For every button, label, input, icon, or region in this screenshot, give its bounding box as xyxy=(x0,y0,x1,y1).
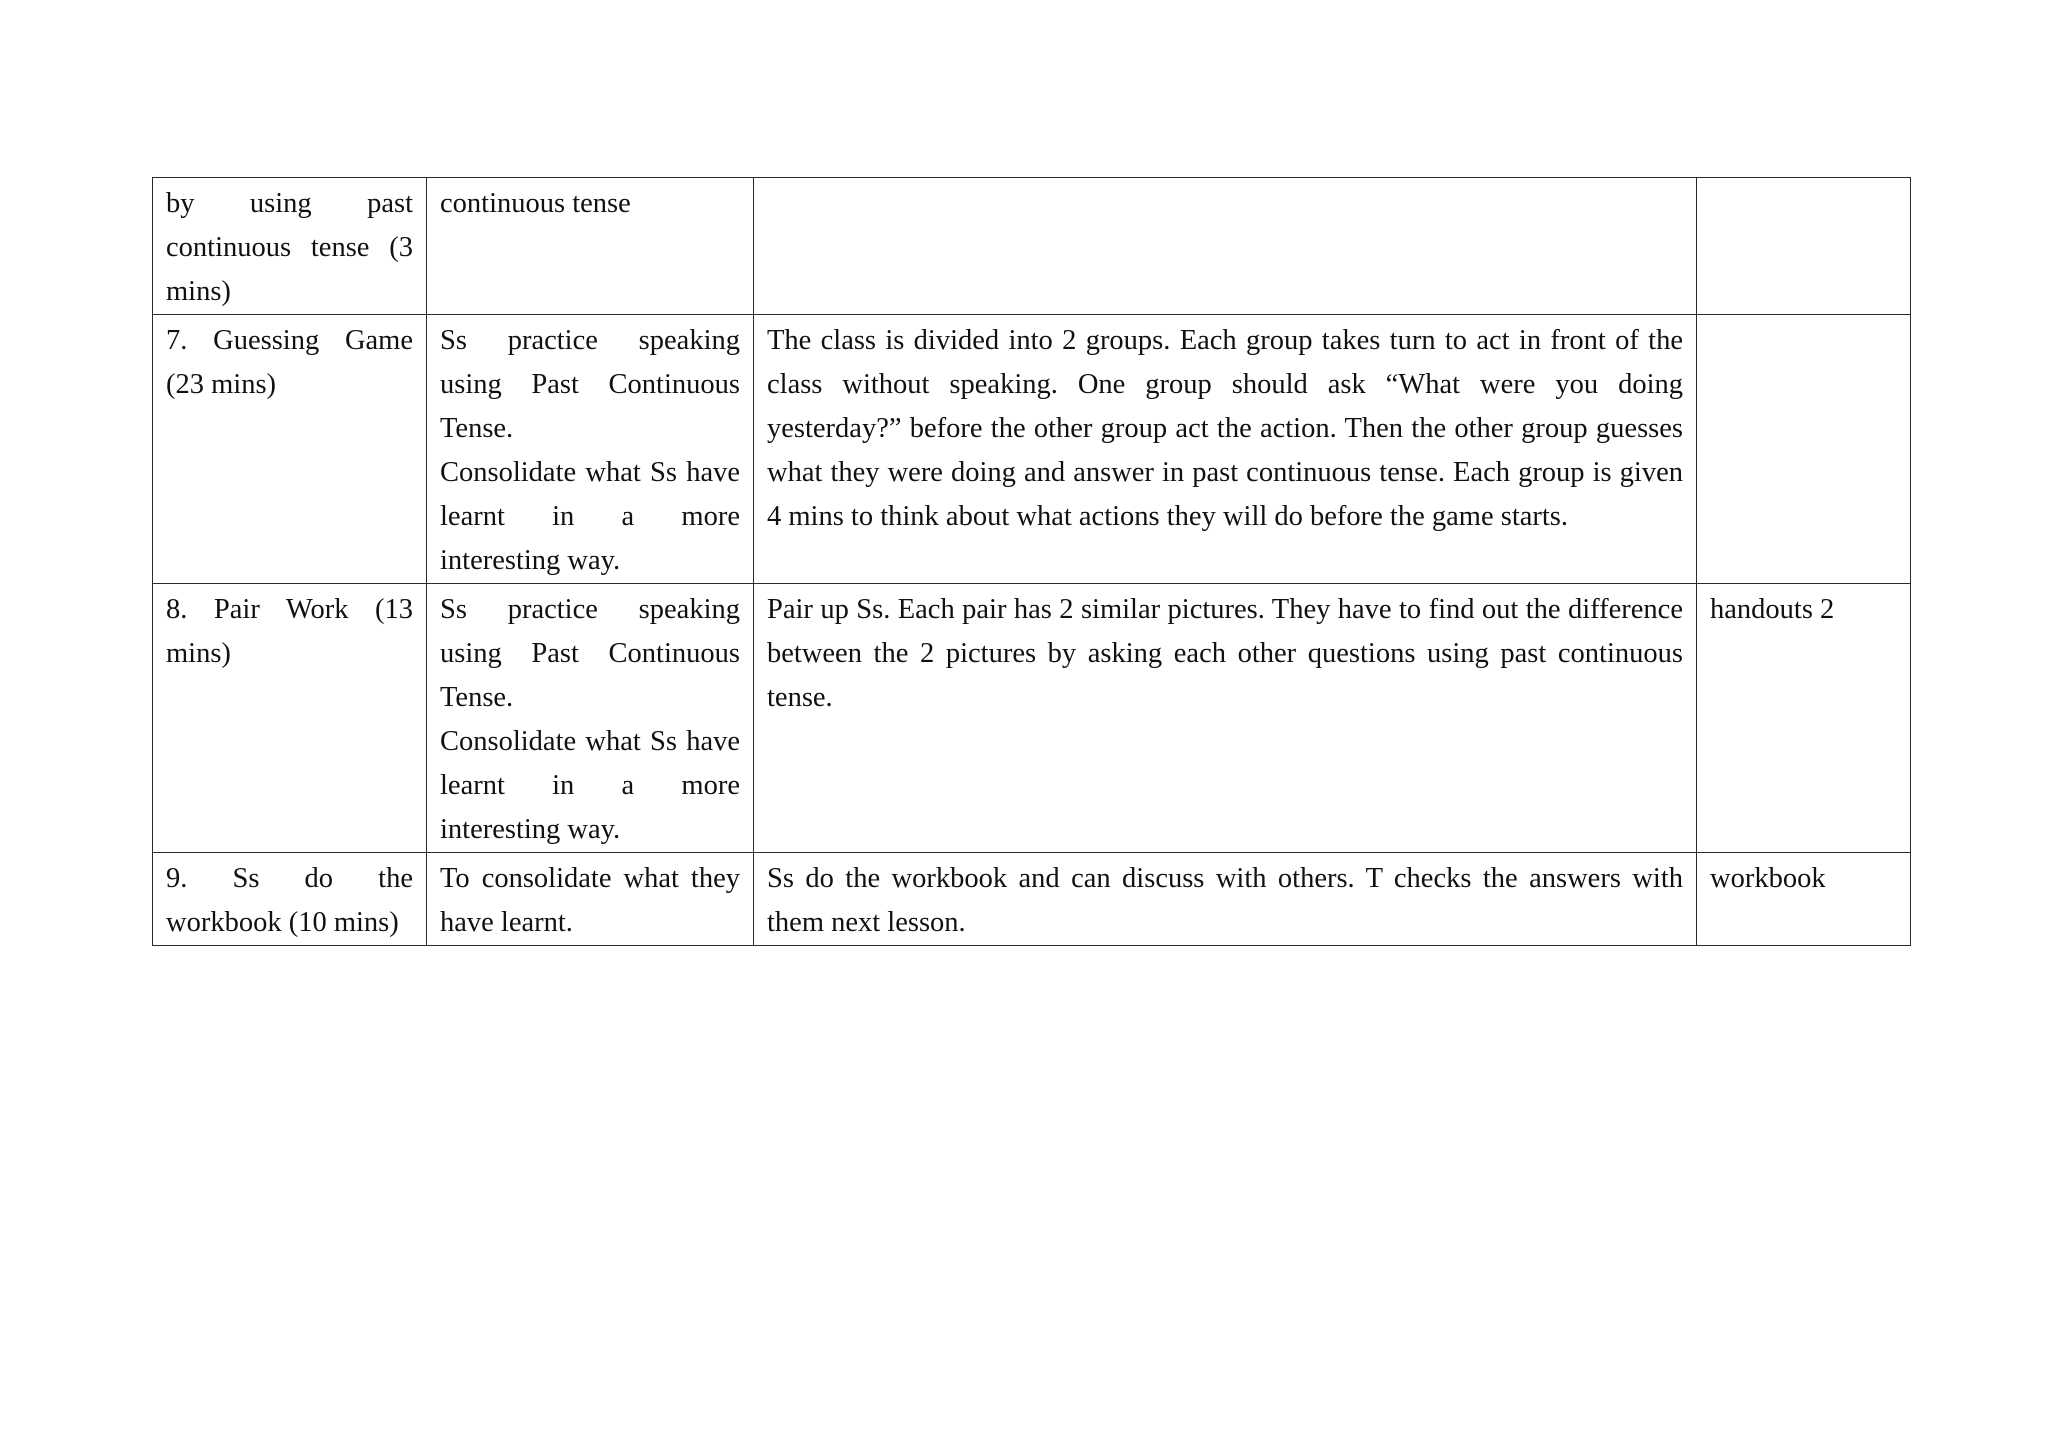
materials-text: workbook xyxy=(1710,863,1826,894)
materials-cell xyxy=(1697,853,1911,946)
objective-text: continuous tense xyxy=(440,188,631,219)
procedure-cell xyxy=(754,584,1697,853)
stage-text: 9. Ss do the workbook (10 mins) xyxy=(166,863,413,938)
procedure-cell xyxy=(754,315,1697,584)
procedure-text: The class is divided into 2 groups. Each group takes turn to act in front of the class without speaking. One group should ask “What were you doing yesterday?” before the other group act the action. Then the other group guesses what they were doing and answer in past continuous tense. Each group is given 4 mins to think about what actions they will do before the game starts. xyxy=(767,325,1683,532)
stage-text: 7. Guessing Game (23 mins) xyxy=(166,325,413,400)
objectives-cell xyxy=(427,178,754,315)
materials-cell xyxy=(1697,315,1911,584)
table-row xyxy=(153,853,1911,946)
lesson-plan-table xyxy=(152,177,1911,946)
materials-cell xyxy=(1697,584,1911,853)
stage-cell xyxy=(153,853,427,946)
objectives-cell xyxy=(427,584,754,853)
stage-cell xyxy=(153,315,427,584)
table-row xyxy=(153,315,1911,584)
objectives-cell xyxy=(427,853,754,946)
stage-cell xyxy=(153,584,427,853)
table-row xyxy=(153,584,1911,853)
procedure-text: Pair up Ss. Each pair has 2 similar pictures. They have to find out the difference between the 2 pictures by asking each other questions using past continuous tense. xyxy=(767,594,1683,713)
objective-text: Consolidate what Ss have learnt in a more interesting way. xyxy=(440,726,740,845)
stage-text: 8. Pair Work (13 mins) xyxy=(166,594,413,669)
objective-text: To consolidate what they have learnt. xyxy=(440,863,740,938)
objectives-cell xyxy=(427,315,754,584)
objective-text: Ss practice speaking using Past Continuous Tense. xyxy=(440,594,740,713)
objective-text: Ss practice speaking using Past Continuous Tense. xyxy=(440,325,740,444)
stage-text: by using past continuous tense (3 mins) xyxy=(166,188,413,307)
materials-text: handouts 2 xyxy=(1710,594,1835,625)
materials-cell xyxy=(1697,178,1911,315)
procedure-cell xyxy=(754,178,1697,315)
objective-text: Consolidate what Ss have learnt in a more interesting way. xyxy=(440,457,740,576)
procedure-cell xyxy=(754,853,1697,946)
procedure-text: Ss do the workbook and can discuss with others. T checks the answers with them next lesson. xyxy=(767,863,1683,938)
table-row xyxy=(153,178,1911,315)
stage-cell xyxy=(153,178,427,315)
